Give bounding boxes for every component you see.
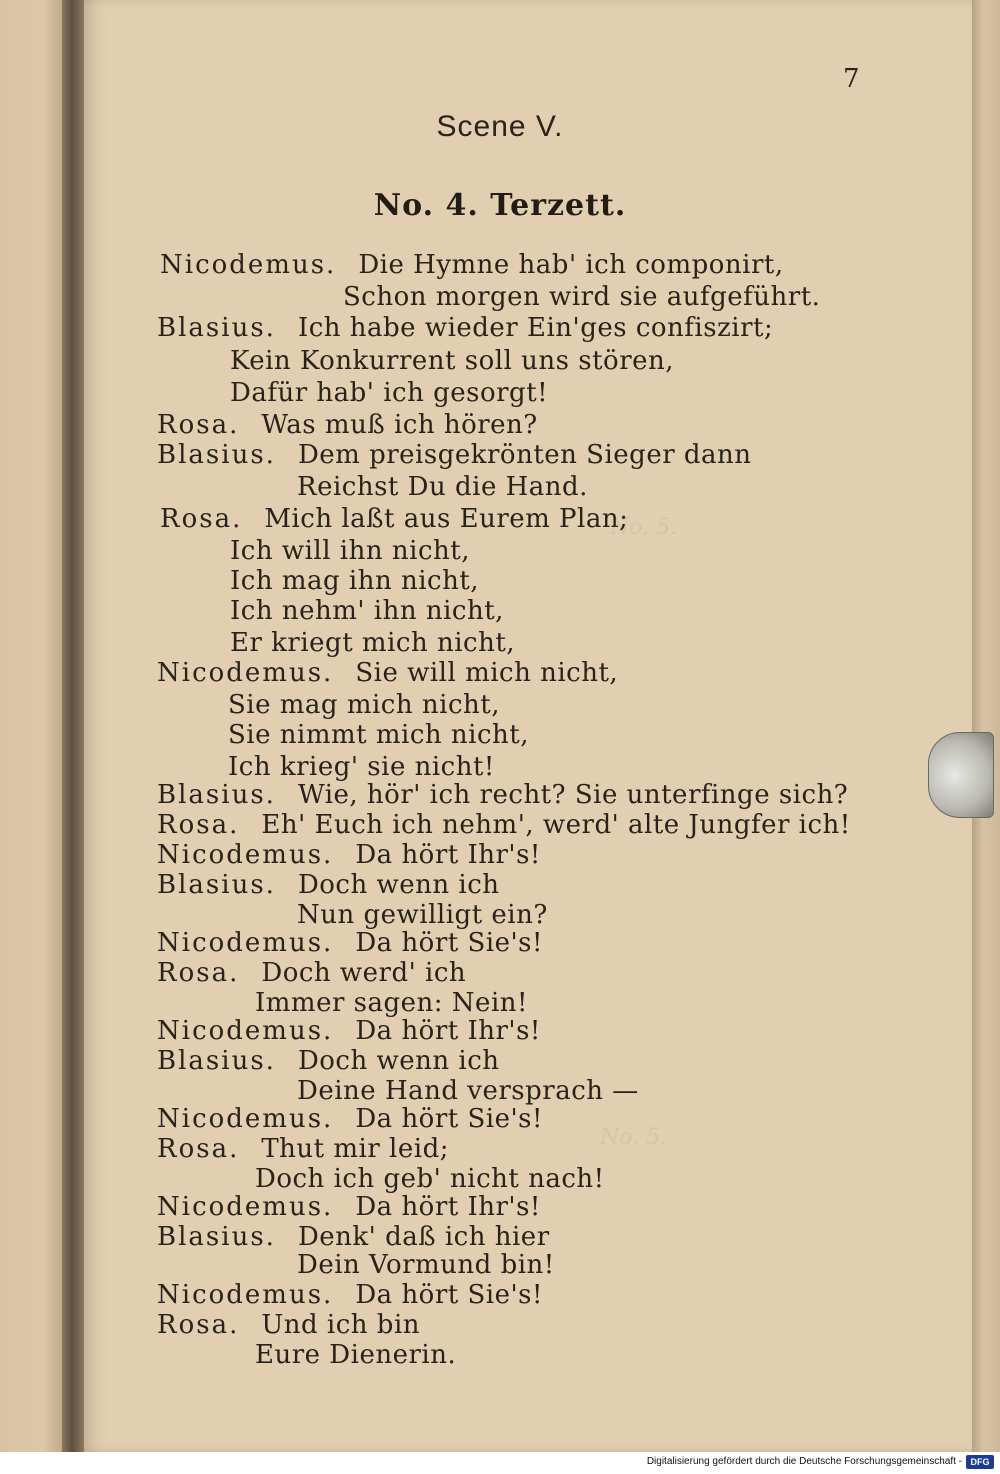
dialogue-line: [255, 988, 528, 1018]
digitization-footer: [0, 1452, 1000, 1474]
line-text: Was muß ich hören?: [261, 410, 538, 440]
dialogue-line: [230, 628, 515, 658]
line-text: Thut mir leid;: [261, 1134, 449, 1164]
line-text: Dem preisgekrönten Sieger dann: [297, 440, 752, 470]
speaker-name: Rosa.: [157, 810, 240, 840]
line-text: Er kriegt mich nicht,: [230, 628, 516, 658]
dialogue-line: [157, 928, 543, 958]
speaker-name: Nicodemus.: [157, 840, 334, 870]
dialogue-line: [157, 840, 541, 870]
line-text: Da hört Ihr's!: [355, 1192, 541, 1222]
line-text: Dafür hab' ich gesorgt!: [230, 378, 549, 408]
dfg-logo: DFG: [966, 1455, 994, 1469]
speaker-name: Rosa.: [157, 1134, 240, 1164]
dialogue-line: [157, 958, 466, 988]
dialogue-line: [230, 536, 470, 566]
dialogue-line: [157, 1104, 543, 1134]
dialogue-line: [157, 1310, 420, 1340]
line-text: Ich krieg' sie nicht!: [228, 752, 495, 782]
dialogue-line: [228, 720, 529, 750]
line-text: Sie nimmt mich nicht,: [228, 720, 529, 750]
line-text: Doch werd' ich: [261, 958, 467, 988]
speaker-name: Nicodemus.: [160, 250, 337, 280]
dialogue-line: [230, 346, 674, 376]
line-text: Ich nehm' ihn nicht,: [230, 596, 504, 626]
dialogue-line: [228, 690, 500, 720]
footer-credit: Digitalisierung gefördert durch die Deutsche Forschungsgemeinschaft -: [646, 1456, 962, 1467]
line-text: Doch wenn ich: [297, 1046, 500, 1076]
speaker-name: Blasius.: [157, 780, 276, 810]
dialogue-line: [157, 658, 618, 688]
line-text: Nun gewilligt ein?: [297, 900, 548, 930]
dialogue-line: [160, 504, 628, 534]
speaker-name: Rosa.: [157, 958, 240, 988]
dialogue-line: [157, 1192, 541, 1222]
page-number: 7: [843, 64, 860, 94]
number-title: No. 4. Terzett.: [373, 188, 627, 223]
dialogue-line: [230, 596, 504, 626]
scene-title: Scene V.: [436, 110, 564, 143]
line-text: Da hört Sie's!: [355, 1280, 543, 1310]
line-text: Doch wenn ich: [297, 870, 500, 900]
dialogue-line: [157, 810, 851, 840]
speaker-name: Nicodemus.: [157, 928, 334, 958]
speaker-name: Nicodemus.: [157, 1016, 334, 1046]
dialogue-line: [157, 313, 773, 343]
line-text: Schon morgen wird sie aufgeführt.: [343, 282, 821, 312]
dialogue-line: [157, 410, 538, 440]
speaker-name: Nicodemus.: [157, 1192, 334, 1222]
line-text: Ich habe wieder Ein'ges confiszirt;: [297, 313, 774, 343]
line-text: Immer sagen: Nein!: [255, 988, 528, 1018]
speaker-name: Rosa.: [157, 1310, 240, 1340]
line-text: Deine Hand versprach —: [297, 1076, 639, 1106]
speaker-name: Blasius.: [157, 870, 276, 900]
line-text: Eh' Euch ich nehm', werd' alte Jungfer ich!: [261, 810, 851, 840]
dialogue-line: [228, 752, 495, 782]
line-text: Ich mag ihn nicht,: [230, 566, 480, 596]
line-text: Sie will mich nicht,: [355, 658, 619, 688]
dialogue-line: [255, 1340, 456, 1370]
dialogue-line: [255, 1164, 605, 1194]
dialogue-line: [157, 1134, 449, 1164]
bleed-through: No. 5.: [600, 1125, 668, 1150]
line-text: Da hört Ihr's!: [355, 840, 541, 870]
bleed-through: No. 5.: [610, 515, 678, 540]
line-text: Sie mag mich nicht,: [228, 690, 500, 720]
dialogue-line: [157, 1046, 500, 1076]
line-text: Und ich bin: [261, 1310, 420, 1340]
line-text: Die Hymne hab' ich componirt,: [358, 250, 784, 280]
dialogue-line: [297, 900, 548, 930]
speaker-name: Rosa.: [157, 410, 240, 440]
dialogue-line: [157, 1016, 541, 1046]
dialogue-line: [230, 378, 548, 408]
speaker-name: Blasius.: [157, 1046, 276, 1076]
line-text: Eure Dienerin.: [255, 1340, 457, 1370]
dialogue-line: [157, 1222, 550, 1252]
line-text: Mich laßt aus Eurem Plan;: [264, 504, 629, 534]
line-text: Da hört Ihr's!: [355, 1016, 541, 1046]
line-text: Dein Vormund bin!: [297, 1250, 555, 1280]
line-text: Wie, hör' ich recht? Sie unterfinge sich?: [297, 780, 849, 810]
speaker-name: Blasius.: [157, 440, 276, 470]
line-text: Kein Konkurrent soll uns stören,: [230, 346, 675, 376]
dialogue-line: [230, 566, 479, 596]
bookmark-clip: [928, 732, 994, 818]
dialogue-line: [160, 250, 784, 280]
dialogue-line: [157, 1280, 543, 1310]
line-text: Ich will ihn nicht,: [230, 536, 470, 566]
dialogue-line: [157, 870, 500, 900]
dialogue-line: [297, 472, 588, 502]
dialogue-line: [297, 1250, 555, 1280]
speaker-name: Blasius.: [157, 313, 276, 343]
dialogue-line: [297, 1076, 639, 1106]
line-text: Da hört Sie's!: [355, 1104, 543, 1134]
line-text: Da hört Sie's!: [355, 928, 543, 958]
line-text: Reichst Du die Hand.: [297, 472, 588, 502]
dialogue-line: [157, 780, 848, 810]
speaker-name: Nicodemus.: [157, 1104, 334, 1134]
line-text: Denk' daß ich hier: [297, 1222, 550, 1252]
speaker-name: Rosa.: [160, 504, 243, 534]
speaker-name: Blasius.: [157, 1222, 276, 1252]
line-text: Doch ich geb' nicht nach!: [255, 1164, 605, 1194]
dialogue-line: [343, 282, 820, 312]
speaker-name: Nicodemus.: [157, 1280, 334, 1310]
speaker-name: Nicodemus.: [157, 658, 334, 688]
dialogue-line: [157, 440, 752, 470]
